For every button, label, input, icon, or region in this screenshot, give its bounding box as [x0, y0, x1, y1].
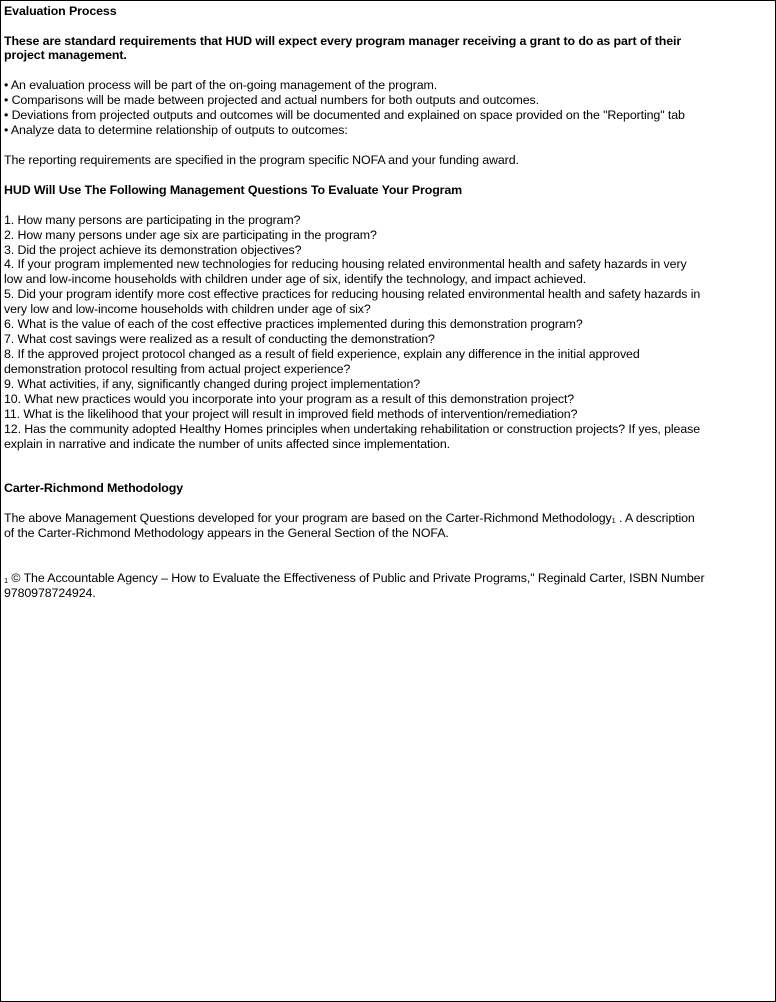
methodology-heading: Carter-Richmond Methodology [4, 481, 184, 495]
bullet-item: • An evaluation process will be part of the on-going management of the program. [4, 78, 438, 92]
methodology-text-tail: . A description [615, 511, 695, 525]
question-line: 7. What cost savings were realized as a result of conducting the demonstration? [4, 332, 435, 346]
question-line: 9. What activities, if any, significantly changed during project implementation? [4, 377, 421, 391]
footnote-reference: 1 [611, 516, 616, 525]
question-line: 3. Did the project achieve its demonstration objectives? [4, 243, 302, 257]
question-line: very low and low-income households with children under age of six? [4, 302, 371, 316]
reporting-text: The reporting requirements are specified in the program specific NOFA and your funding award. [4, 153, 519, 167]
questions-heading: HUD Will Use The Following Management Questions To Evaluate Your Program [4, 183, 463, 197]
intro-text-line: These are standard requirements that HUD will expect every program manager receiving a grant to do as part of their [4, 34, 682, 48]
intro-text-line: project management. [4, 48, 127, 62]
methodology-text: The above Management Questions developed for your program are based on the Carter-Richmond Methodology [4, 511, 612, 525]
footnote-text: © The Accountable Agency – How to Evaluate the Effectiveness of Public and Private Programs," Reginald Carter, ISBN Number [8, 571, 705, 585]
question-line: 11. What is the likelihood that your project will result in improved field methods of intervention/remediation? [4, 407, 578, 421]
question-line: 8. If the approved project protocol changed as a result of field experience, explain any difference in the initial approved [4, 347, 640, 361]
question-line: low and low-income households with children under age of six, identify the technology, and impact achieved. [4, 272, 587, 286]
bullet-item: • Analyze data to determine relationship of outputs to outcomes: [4, 123, 348, 137]
question-line: 1. How many persons are participating in the program? [4, 213, 301, 227]
question-line: 12. Has the community adopted Healthy Homes principles when undertaking rehabilitation or construction projects? If yes, please [4, 422, 701, 436]
footnote-line: 9780978724924. [4, 586, 96, 600]
bullet-item: • Comparisons will be made between projected and actual numbers for both outputs and outcomes. [4, 93, 539, 107]
question-line: 10. What new practices would you incorporate into your program as a result of this demonstration project? [4, 392, 575, 406]
question-line: 2. How many persons under age six are participating in the program? [4, 228, 377, 242]
question-line: 4. If your program implemented new technologies for reducing housing related environmental health and safety hazards in very [4, 257, 687, 271]
section-heading: Evaluation Process [4, 4, 117, 18]
question-line: 6. What is the value of each of the cost effective practices implemented during this demonstration program? [4, 317, 583, 331]
question-line: 5. Did your program identify more cost effective practices for reducing housing related environmental health and safety hazards in [4, 287, 701, 301]
question-line: explain in narrative and indicate the number of units affected since implementation. [4, 437, 450, 451]
methodology-text-line: of the Carter-Richmond Methodology appears in the General Section of the NOFA. [4, 526, 449, 540]
question-line: demonstration protocol resulting from actual project experience? [4, 362, 351, 376]
footnote-marker: 1 [4, 576, 9, 585]
footnote-line [4, 571, 772, 587]
methodology-text-line [4, 511, 772, 527]
bullet-item: • Deviations from projected outputs and outcomes will be documented and explained on space provided on the "Reporting" tab [4, 108, 685, 122]
